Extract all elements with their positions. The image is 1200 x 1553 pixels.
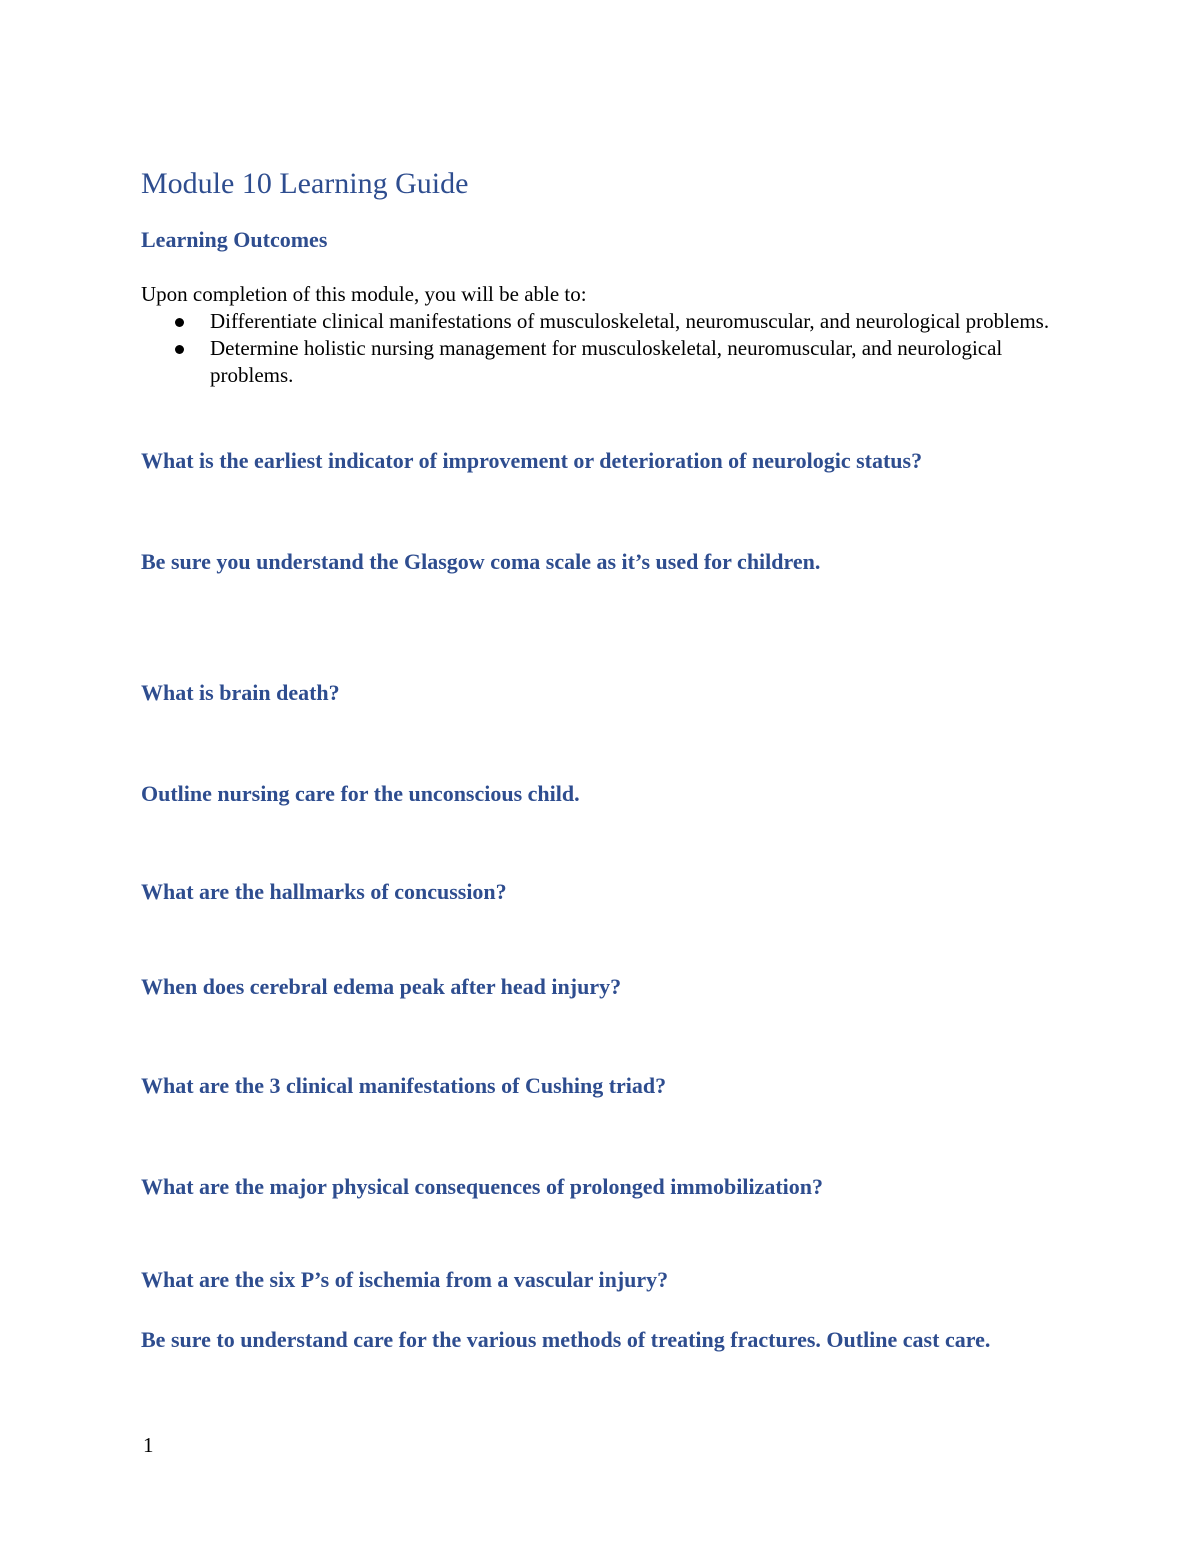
outcome-item xyxy=(141,335,1070,389)
question-neurologic-indicator: What is the earliest indicator of improvement or deterioration of neurologic status? xyxy=(141,448,923,473)
bullet-icon xyxy=(175,318,184,327)
question-cushing-triad: What are the 3 clinical manifestations of Cushing triad? xyxy=(141,1073,667,1098)
outcome-text: Differentiate clinical manifestations of musculoskeletal, neuromuscular, and neurological problems. xyxy=(210,309,1050,333)
outcome-text: Determine holistic nursing management for musculoskeletal, neuromuscular, and neurological problems. xyxy=(210,336,1003,387)
page-number: 1 xyxy=(143,1433,154,1457)
learning-outcomes-heading: Learning Outcomes xyxy=(141,227,328,252)
question-cerebral-edema-peak: When does cerebral edema peak after head injury? xyxy=(141,974,622,999)
outcomes-intro: Upon completion of this module, you will be able to: xyxy=(141,282,587,306)
page-title: Module 10 Learning Guide xyxy=(141,167,469,200)
question-glasgow-coma-scale: Be sure you understand the Glasgow coma scale as it’s used for children. xyxy=(141,549,821,574)
question-six-ps-ischemia: What are the six P’s of ischemia from a vascular injury? xyxy=(141,1267,669,1292)
question-fracture-cast-care: Be sure to understand care for the various methods of treating fractures. Outline cast care. xyxy=(141,1327,991,1352)
question-concussion-hallmarks: What are the hallmarks of concussion? xyxy=(141,879,507,904)
question-immobilization-consequences: What are the major physical consequences of prolonged immobilization? xyxy=(141,1174,823,1199)
outcomes-list xyxy=(141,308,1081,389)
bullet-icon xyxy=(175,345,184,354)
question-unconscious-child-care: Outline nursing care for the unconscious child. xyxy=(141,781,580,806)
outcome-item xyxy=(141,308,1070,335)
question-brain-death: What is brain death? xyxy=(141,680,340,705)
